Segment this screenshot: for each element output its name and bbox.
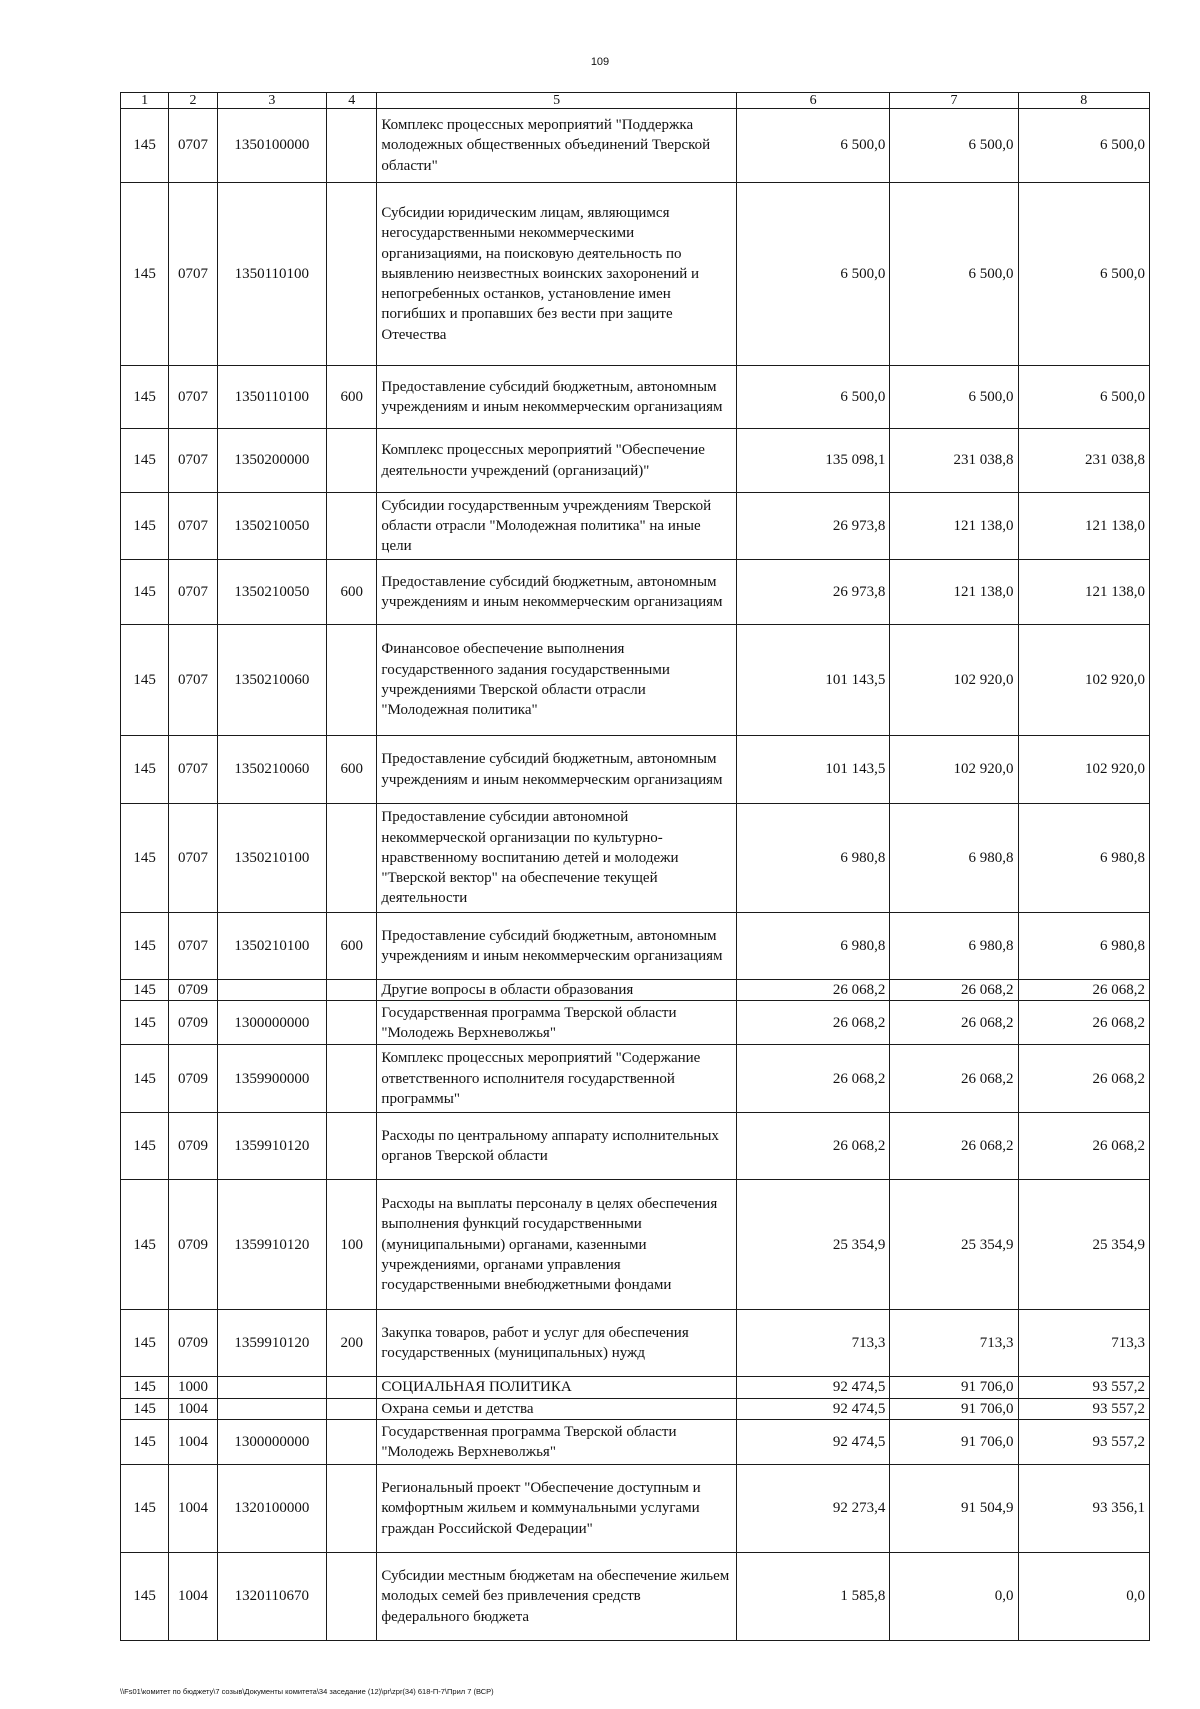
target-article: 1350200000 bbox=[217, 429, 326, 493]
expense-type bbox=[326, 625, 376, 736]
amount-col8: 6 500,0 bbox=[1018, 183, 1149, 366]
amount-col7: 6 500,0 bbox=[890, 366, 1018, 429]
amount-col8: 121 138,0 bbox=[1018, 493, 1149, 560]
admin-code: 145 bbox=[121, 429, 169, 493]
amount-col8: 121 138,0 bbox=[1018, 560, 1149, 625]
target-article bbox=[217, 1398, 326, 1419]
target-article bbox=[217, 980, 326, 1001]
footer-file-path: \\Fs01\комитет по бюджету\7 созыв\Документы комитета\34 заседание (12)\pr\zpr(34) 618-П-7\Прил 7 (ВСР) bbox=[120, 1687, 494, 1696]
amount-col7: 6 500,0 bbox=[890, 109, 1018, 183]
table-row bbox=[121, 1113, 1150, 1180]
admin-code: 145 bbox=[121, 736, 169, 804]
amount-col6: 92 273,4 bbox=[736, 1464, 889, 1552]
expense-type bbox=[326, 1377, 376, 1398]
admin-code: 145 bbox=[121, 1001, 169, 1045]
table-row bbox=[121, 625, 1150, 736]
amount-col7: 6 980,8 bbox=[890, 804, 1018, 913]
description: Субсидии местным бюджетам на обеспечение жильем молодых семей без привлечения средств федерального бюджета bbox=[377, 1552, 736, 1640]
amount-col8: 26 068,2 bbox=[1018, 1045, 1149, 1113]
expense-type bbox=[326, 1045, 376, 1113]
amount-col7: 91 706,0 bbox=[890, 1419, 1018, 1464]
expense-type bbox=[326, 1419, 376, 1464]
table-row bbox=[121, 736, 1150, 804]
expense-type: 600 bbox=[326, 560, 376, 625]
table-row bbox=[121, 980, 1150, 1001]
table-row bbox=[121, 183, 1150, 366]
amount-col8: 102 920,0 bbox=[1018, 625, 1149, 736]
amount-col8: 102 920,0 bbox=[1018, 736, 1149, 804]
admin-code: 145 bbox=[121, 366, 169, 429]
expense-type bbox=[326, 1001, 376, 1045]
amount-col7: 0,0 bbox=[890, 1552, 1018, 1640]
amount-col7: 231 038,8 bbox=[890, 429, 1018, 493]
amount-col7: 26 068,2 bbox=[890, 1001, 1018, 1045]
expense-type bbox=[326, 804, 376, 913]
table-row bbox=[121, 1180, 1150, 1310]
target-article: 1350110100 bbox=[217, 366, 326, 429]
table-row bbox=[121, 1398, 1150, 1419]
section-code: 0707 bbox=[169, 804, 217, 913]
section-code: 0707 bbox=[169, 429, 217, 493]
table-row bbox=[121, 429, 1150, 493]
description: СОЦИАЛЬНАЯ ПОЛИТИКА bbox=[377, 1377, 736, 1398]
amount-col6: 6 980,8 bbox=[736, 913, 889, 980]
amount-col8: 93 557,2 bbox=[1018, 1398, 1149, 1419]
description: Региональный проект "Обеспечение доступным и комфортным жильем и коммунальными услугами граждан Российской Федерации" bbox=[377, 1464, 736, 1552]
target-article bbox=[217, 1377, 326, 1398]
section-code: 1004 bbox=[169, 1464, 217, 1552]
section-code: 1004 bbox=[169, 1552, 217, 1640]
expense-type bbox=[326, 1113, 376, 1180]
amount-col8: 26 068,2 bbox=[1018, 1001, 1149, 1045]
target-article: 1359900000 bbox=[217, 1045, 326, 1113]
table-row bbox=[121, 913, 1150, 980]
amount-col7: 91 706,0 bbox=[890, 1377, 1018, 1398]
expense-type: 600 bbox=[326, 913, 376, 980]
description: Закупка товаров, работ и услуг для обеспечения государственных (муниципальных) нужд bbox=[377, 1310, 736, 1377]
section-code: 0707 bbox=[169, 493, 217, 560]
target-article: 1350100000 bbox=[217, 109, 326, 183]
amount-col6: 6 980,8 bbox=[736, 804, 889, 913]
target-article: 1350210060 bbox=[217, 736, 326, 804]
amount-col8: 26 068,2 bbox=[1018, 980, 1149, 1001]
admin-code: 145 bbox=[121, 1377, 169, 1398]
table-row bbox=[121, 109, 1150, 183]
amount-col7: 6 500,0 bbox=[890, 183, 1018, 366]
amount-col8: 6 980,8 bbox=[1018, 804, 1149, 913]
admin-code: 145 bbox=[121, 183, 169, 366]
amount-col8: 6 500,0 bbox=[1018, 109, 1149, 183]
amount-col7: 26 068,2 bbox=[890, 980, 1018, 1001]
section-code: 1000 bbox=[169, 1377, 217, 1398]
admin-code: 145 bbox=[121, 1310, 169, 1377]
section-code: 0709 bbox=[169, 1310, 217, 1377]
section-code: 0709 bbox=[169, 1113, 217, 1180]
expense-type bbox=[326, 109, 376, 183]
amount-col8: 93 356,1 bbox=[1018, 1464, 1149, 1552]
expense-type bbox=[326, 183, 376, 366]
description: Комплекс процессных мероприятий "Поддержка молодежных общественных объединений Тверской области" bbox=[377, 109, 736, 183]
target-article: 1320110670 bbox=[217, 1552, 326, 1640]
expense-type bbox=[326, 1464, 376, 1552]
table-row bbox=[121, 493, 1150, 560]
amount-col6: 135 098,1 bbox=[736, 429, 889, 493]
expense-type bbox=[326, 1552, 376, 1640]
admin-code: 145 bbox=[121, 1398, 169, 1419]
table-row bbox=[121, 1001, 1150, 1045]
section-code: 0709 bbox=[169, 980, 217, 1001]
expense-type: 600 bbox=[326, 366, 376, 429]
amount-col6: 26 973,8 bbox=[736, 560, 889, 625]
amount-col8: 25 354,9 bbox=[1018, 1180, 1149, 1310]
admin-code: 145 bbox=[121, 804, 169, 913]
amount-col6: 26 068,2 bbox=[736, 1045, 889, 1113]
target-article: 1300000000 bbox=[217, 1419, 326, 1464]
description: Предоставление субсидий бюджетным, автономным учреждениям и иным некоммерческим организациям bbox=[377, 736, 736, 804]
table-row bbox=[121, 804, 1150, 913]
amount-col6: 713,3 bbox=[736, 1310, 889, 1377]
amount-col6: 1 585,8 bbox=[736, 1552, 889, 1640]
admin-code: 145 bbox=[121, 913, 169, 980]
table-row bbox=[121, 1419, 1150, 1464]
admin-code: 145 bbox=[121, 1045, 169, 1113]
description: Предоставление субсидий бюджетным, автономным учреждениям и иным некоммерческим организациям bbox=[377, 560, 736, 625]
col-header-3: 3 bbox=[217, 93, 326, 109]
amount-col6: 26 068,2 bbox=[736, 1001, 889, 1045]
section-code: 0707 bbox=[169, 109, 217, 183]
target-article: 1350210050 bbox=[217, 560, 326, 625]
amount-col8: 6 500,0 bbox=[1018, 366, 1149, 429]
target-article: 1359910120 bbox=[217, 1113, 326, 1180]
description: Другие вопросы в области образования bbox=[377, 980, 736, 1001]
description: Государственная программа Тверской области "Молодежь Верхневолжья" bbox=[377, 1001, 736, 1045]
admin-code: 145 bbox=[121, 560, 169, 625]
expense-type bbox=[326, 493, 376, 560]
amount-col7: 121 138,0 bbox=[890, 560, 1018, 625]
target-article: 1350210100 bbox=[217, 913, 326, 980]
table-row bbox=[121, 1377, 1150, 1398]
admin-code: 145 bbox=[121, 493, 169, 560]
col-header-5: 5 bbox=[377, 93, 736, 109]
description: Финансовое обеспечение выполнения государственного задания государственными учреждениями Тверской области отрасли "Молодежная политика" bbox=[377, 625, 736, 736]
amount-col7: 713,3 bbox=[890, 1310, 1018, 1377]
header-row bbox=[121, 93, 1150, 109]
section-code: 1004 bbox=[169, 1398, 217, 1419]
table-row bbox=[121, 1464, 1150, 1552]
description: Комплекс процессных мероприятий "Обеспечение деятельности учреждений (организаций)" bbox=[377, 429, 736, 493]
amount-col6: 6 500,0 bbox=[736, 183, 889, 366]
amount-col8: 0,0 bbox=[1018, 1552, 1149, 1640]
target-article: 1359910120 bbox=[217, 1180, 326, 1310]
target-article: 1350210050 bbox=[217, 493, 326, 560]
col-header-7: 7 bbox=[890, 93, 1018, 109]
section-code: 0707 bbox=[169, 736, 217, 804]
amount-col7: 91 706,0 bbox=[890, 1398, 1018, 1419]
expense-type bbox=[326, 1398, 376, 1419]
admin-code: 145 bbox=[121, 1552, 169, 1640]
amount-col8: 6 980,8 bbox=[1018, 913, 1149, 980]
description: Предоставление субсидий бюджетным, автономным учреждениям и иным некоммерческим организациям bbox=[377, 913, 736, 980]
expense-type: 100 bbox=[326, 1180, 376, 1310]
admin-code: 145 bbox=[121, 109, 169, 183]
description: Расходы на выплаты персоналу в целях обеспечения выполнения функций государственными (муниципальными) органами, казенными учреждениями, органами управления государственными внебюджетными фондами bbox=[377, 1180, 736, 1310]
section-code: 0707 bbox=[169, 183, 217, 366]
amount-col8: 713,3 bbox=[1018, 1310, 1149, 1377]
amount-col7: 26 068,2 bbox=[890, 1045, 1018, 1113]
amount-col8: 93 557,2 bbox=[1018, 1377, 1149, 1398]
amount-col7: 25 354,9 bbox=[890, 1180, 1018, 1310]
amount-col6: 101 143,5 bbox=[736, 736, 889, 804]
amount-col6: 6 500,0 bbox=[736, 109, 889, 183]
section-code: 0707 bbox=[169, 913, 217, 980]
table-row bbox=[121, 1310, 1150, 1377]
table-row bbox=[121, 1552, 1150, 1640]
expense-type bbox=[326, 980, 376, 1001]
admin-code: 145 bbox=[121, 1113, 169, 1180]
target-article: 1300000000 bbox=[217, 1001, 326, 1045]
amount-col6: 92 474,5 bbox=[736, 1419, 889, 1464]
expense-type: 600 bbox=[326, 736, 376, 804]
target-article: 1350110100 bbox=[217, 183, 326, 366]
amount-col7: 6 980,8 bbox=[890, 913, 1018, 980]
table-row bbox=[121, 560, 1150, 625]
amount-col8: 93 557,2 bbox=[1018, 1419, 1149, 1464]
admin-code: 145 bbox=[121, 980, 169, 1001]
col-header-6: 6 bbox=[736, 93, 889, 109]
description: Расходы по центральному аппарату исполнительных органов Тверской области bbox=[377, 1113, 736, 1180]
amount-col7: 121 138,0 bbox=[890, 493, 1018, 560]
description: Субсидии юридическим лицам, являющимся негосударственными некоммерческими организациями, на поисковую деятельность по выявлению неизвестных воинских захоронений и непогребенных останков, установление имен погибших и пропавших без вести при защите Отечества bbox=[377, 183, 736, 366]
table-row bbox=[121, 1045, 1150, 1113]
description: Государственная программа Тверской области "Молодежь Верхневолжья" bbox=[377, 1419, 736, 1464]
col-header-4: 4 bbox=[326, 93, 376, 109]
admin-code: 145 bbox=[121, 1180, 169, 1310]
amount-col8: 26 068,2 bbox=[1018, 1113, 1149, 1180]
section-code: 0709 bbox=[169, 1180, 217, 1310]
description: Предоставление субсидий бюджетным, автономным учреждениям и иным некоммерческим организациям bbox=[377, 366, 736, 429]
col-header-2: 2 bbox=[169, 93, 217, 109]
target-article: 1320100000 bbox=[217, 1464, 326, 1552]
admin-code: 145 bbox=[121, 625, 169, 736]
expense-type: 200 bbox=[326, 1310, 376, 1377]
amount-col6: 92 474,5 bbox=[736, 1377, 889, 1398]
target-article: 1350210060 bbox=[217, 625, 326, 736]
section-code: 1004 bbox=[169, 1419, 217, 1464]
page-number: 109 bbox=[590, 56, 610, 68]
amount-col6: 26 068,2 bbox=[736, 1113, 889, 1180]
section-code: 0707 bbox=[169, 625, 217, 736]
admin-code: 145 bbox=[121, 1419, 169, 1464]
budget-table bbox=[120, 92, 1150, 1641]
table-row bbox=[121, 366, 1150, 429]
description: Комплекс процессных мероприятий "Содержание ответственного исполнителя государственной программы" bbox=[377, 1045, 736, 1113]
amount-col7: 102 920,0 bbox=[890, 625, 1018, 736]
admin-code: 145 bbox=[121, 1464, 169, 1552]
amount-col6: 25 354,9 bbox=[736, 1180, 889, 1310]
amount-col7: 26 068,2 bbox=[890, 1113, 1018, 1180]
amount-col6: 26 973,8 bbox=[736, 493, 889, 560]
col-header-8: 8 bbox=[1018, 93, 1149, 109]
amount-col6: 6 500,0 bbox=[736, 366, 889, 429]
description: Субсидии государственным учреждениям Тверской области отрасли "Молодежная политика" на иные цели bbox=[377, 493, 736, 560]
description: Охрана семьи и детства bbox=[377, 1398, 736, 1419]
amount-col8: 231 038,8 bbox=[1018, 429, 1149, 493]
target-article: 1359910120 bbox=[217, 1310, 326, 1377]
section-code: 0709 bbox=[169, 1001, 217, 1045]
expense-type bbox=[326, 429, 376, 493]
amount-col7: 102 920,0 bbox=[890, 736, 1018, 804]
section-code: 0709 bbox=[169, 1045, 217, 1113]
amount-col6: 92 474,5 bbox=[736, 1398, 889, 1419]
description: Предоставление субсидии автономной некоммерческой организации по культурно-нравственному воспитанию детей и молодежи "Тверской вектор" на обеспечение текущей деятельности bbox=[377, 804, 736, 913]
amount-col6: 26 068,2 bbox=[736, 980, 889, 1001]
col-header-1: 1 bbox=[121, 93, 169, 109]
amount-col6: 101 143,5 bbox=[736, 625, 889, 736]
amount-col7: 91 504,9 bbox=[890, 1464, 1018, 1552]
section-code: 0707 bbox=[169, 560, 217, 625]
section-code: 0707 bbox=[169, 366, 217, 429]
target-article: 1350210100 bbox=[217, 804, 326, 913]
